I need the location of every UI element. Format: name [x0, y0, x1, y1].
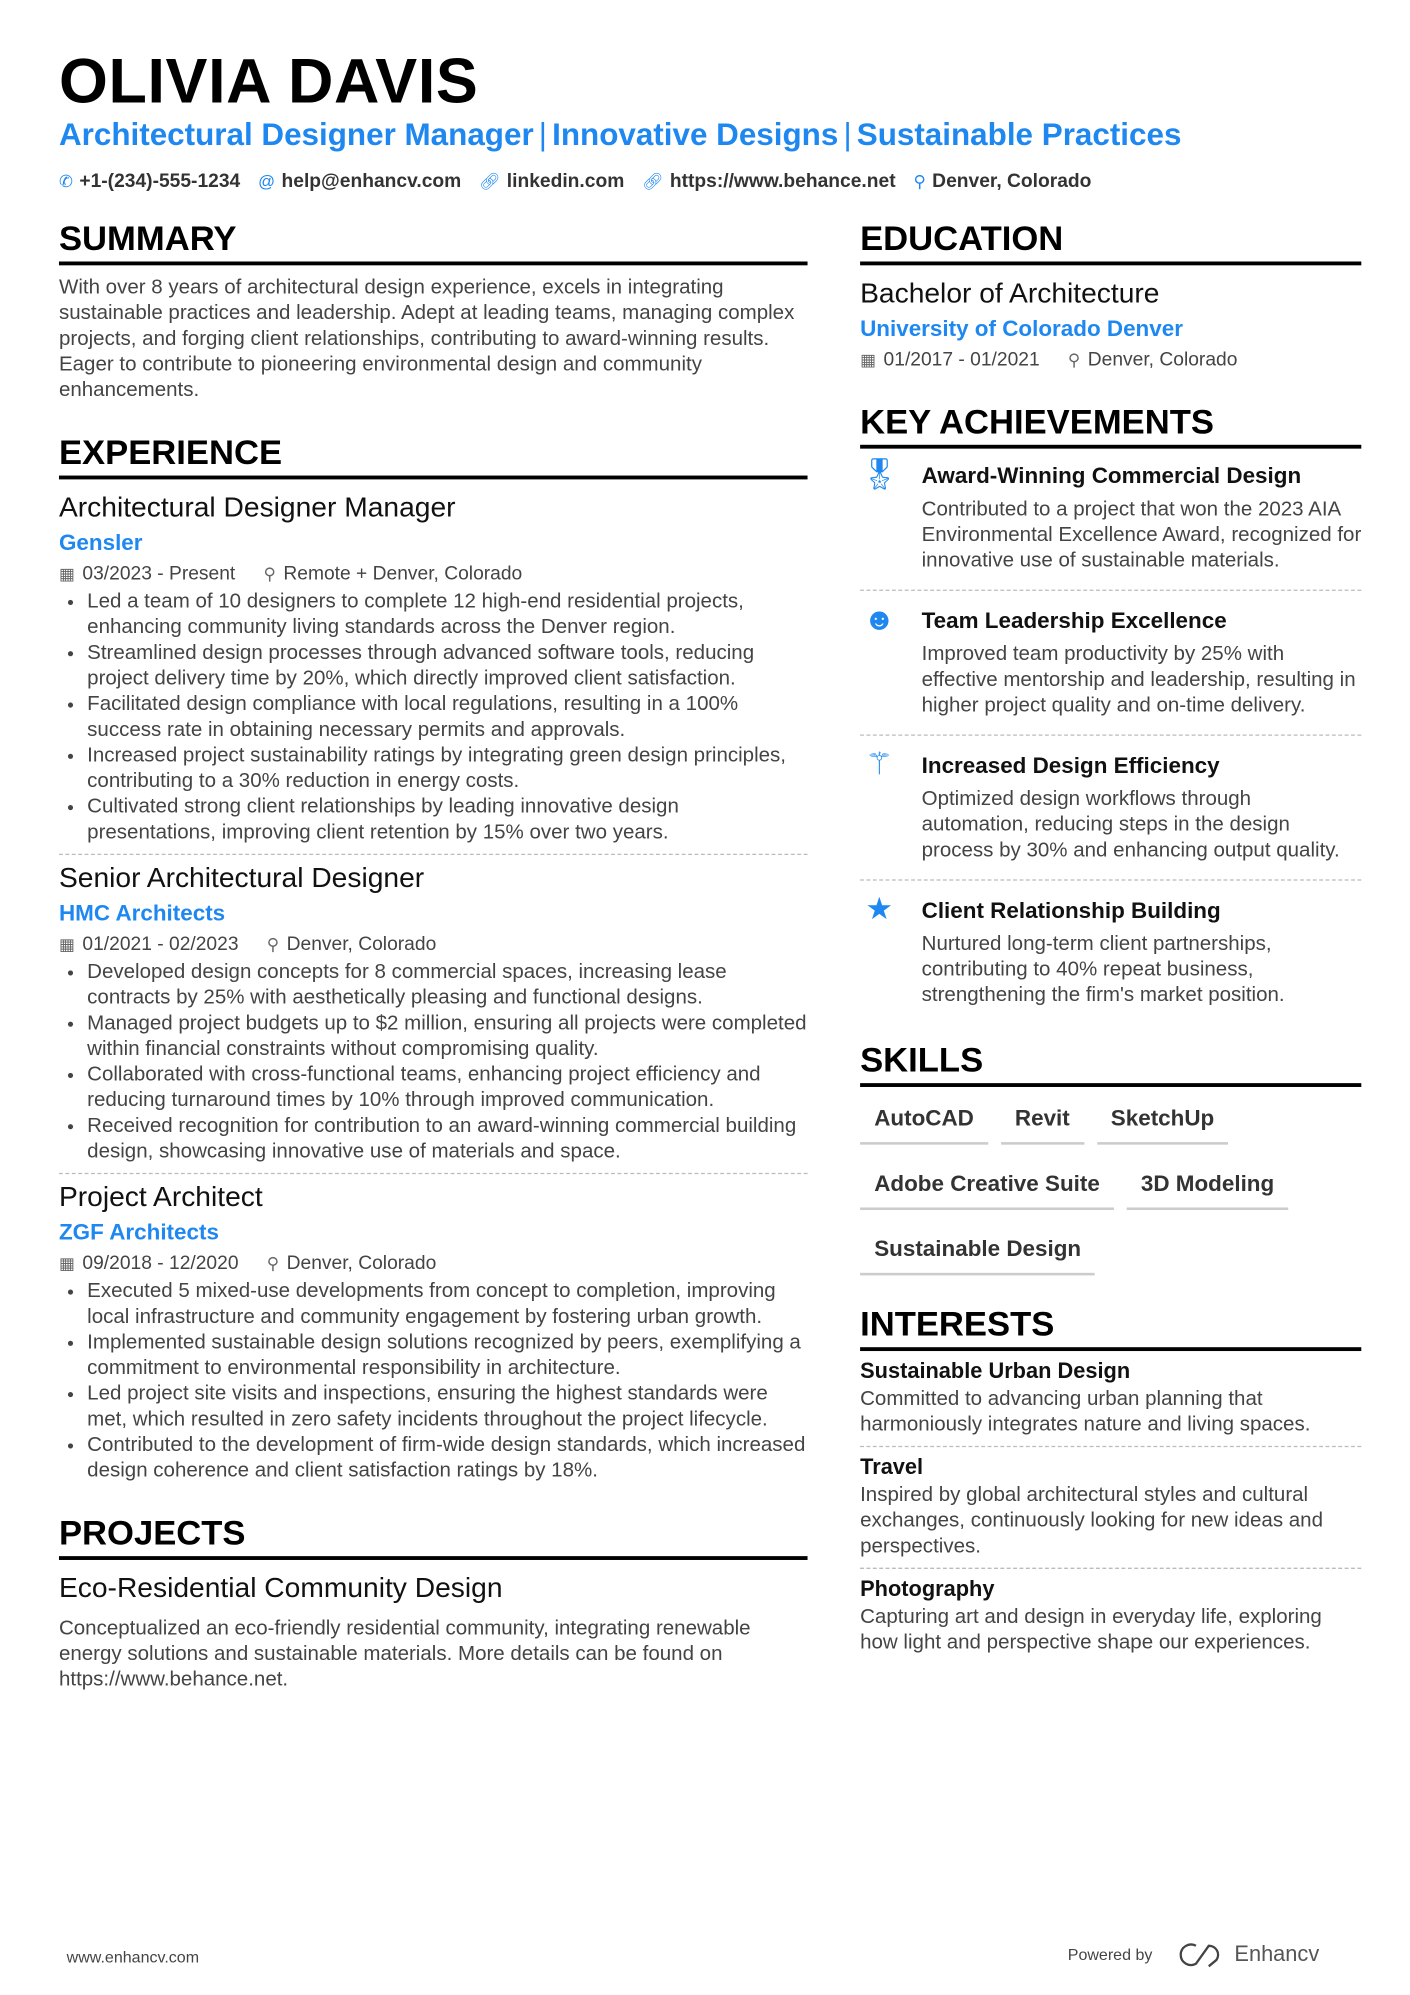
achievement-item	[860, 886, 1361, 1017]
skill-tag: SketchUp	[1097, 1097, 1229, 1144]
section-title: SUMMARY	[58, 219, 237, 258]
section-title: EXPERIENCE	[58, 433, 283, 472]
job-title: Senior Architectural Designer	[58, 861, 425, 894]
achievement-title: Increased Design Efficiency	[921, 752, 1220, 779]
interest-description: Committed to advancing urban planning that harmoniously integrates nature and living spaces.	[860, 1388, 1311, 1436]
achievement-description: Improved team productivity by 25% with effective mentorship and leadership, resulting in higher project quality and on-time delivery.	[921, 643, 1356, 717]
headline-separator: |	[843, 117, 852, 153]
bullet-item: • Contributed to the development of firm-wide design standards, which increased design coherence and client satisfaction ratings by 18%.	[87, 1433, 807, 1484]
dates-text: 01/2021 - 02/2023	[82, 933, 239, 955]
contact-text[interactable]: https://www.behance.net	[669, 170, 896, 193]
interest-item	[860, 1452, 1361, 1560]
footer-branding	[1068, 1942, 1319, 1968]
skill-tag: AutoCAD	[860, 1097, 988, 1144]
dates-text: 09/2018 - 12/2020	[82, 1252, 239, 1275]
experience-entry	[59, 490, 808, 846]
section-divider	[860, 1347, 1361, 1351]
section-divider	[59, 1556, 808, 1560]
summary-text: With over 8 years of architectural design experience, excels in integrating sustainable practices and leadership. Adept at leading teams, managing complex projects, and forging client relationships, contributing to award-winning results. Eager to contribute to pioneering environmental design and community enhancements.	[58, 276, 795, 402]
location-icon: ⚲	[263, 564, 276, 584]
star-icon: ★	[865, 892, 894, 927]
project-title: Eco-Residential Community Design	[58, 1571, 503, 1604]
bullet-item: • Facilitated design compliance with local regulations, resulting in a 100% success rate in obtaining necessary permits and approvals.	[87, 692, 807, 743]
contact-text[interactable]: Denver, Colorado	[932, 170, 1092, 193]
left-column	[59, 218, 808, 1693]
achievement-content	[922, 893, 1362, 1008]
bullet-item: • Implemented sustainable design solutions recognized by peers, exemplifying a commitment to environmental responsibility in architecture.	[87, 1331, 807, 1382]
contact-text[interactable]: linkedin.com	[506, 170, 625, 193]
location-icon: ⚲	[266, 934, 279, 954]
job-meta	[59, 1248, 808, 1279]
section-title: PROJECTS	[58, 1513, 246, 1553]
job-dates	[59, 559, 235, 590]
calendar-icon: ▦	[58, 564, 75, 584]
project-description: Conceptualized an eco-friendly residential community, integrating renewable energy solutions and sustainable materials. More details can be found on https://www.behance.net.	[58, 1617, 751, 1691]
contact-item[interactable]	[642, 170, 895, 192]
experience-entry	[59, 860, 808, 1165]
achievement-description: Optimized design workflows through automation, reducing steps in the design process by 30% and enhancing output quality.	[921, 788, 1340, 862]
footer-url[interactable]: www.enhancv.com	[66, 1948, 200, 1967]
bullet-item: • Streamlined design processes through advanced software tools, reducing project delivery time by 20%, which directly improved client satisfaction.	[87, 641, 807, 692]
contact-item[interactable]	[258, 170, 461, 192]
contact-text[interactable]: +1-(234)-555-1234	[79, 170, 241, 193]
link-icon: 🔗︎	[642, 171, 664, 191]
bullet-item: • Received recognition for contribution to an award-winning commercial building design, showcasing innovative use of materials and space.	[87, 1114, 807, 1165]
entry-divider	[860, 1446, 1361, 1447]
location-text: Remote + Denver, Colorado	[283, 562, 523, 585]
entry-divider	[59, 1173, 808, 1174]
magic-wand-icon: ⚚	[865, 747, 894, 782]
powered-by-label: Powered by	[1067, 1945, 1153, 1964]
entry-divider	[860, 879, 1361, 880]
interest-title: Sustainable Urban Design	[860, 1358, 1131, 1384]
degree: Bachelor of Architecture	[860, 276, 1160, 309]
contact-bar	[59, 170, 1091, 192]
skill-tag: Adobe Creative Suite	[860, 1163, 1114, 1210]
entry-divider	[860, 590, 1361, 591]
bullet-item: • Managed project budgets up to $2 million, ensuring all projects were completed within financial constraints without compromising quality.	[87, 1011, 807, 1062]
enhancv-logo	[1178, 1942, 1319, 1968]
bullet-item: • Collaborated with cross-functional teams, enhancing project efficiency and reducing turnaround times by 10% through improved communication.	[87, 1063, 807, 1114]
school: University of Colorado Denver	[860, 315, 1183, 341]
headline	[59, 118, 1181, 154]
achievement-item	[860, 451, 1361, 582]
bullet-item: • Led project site visits and inspections, ensuring the highest standards were met, which resulted in zero safety incidents throughout the project lifecycle.	[87, 1382, 807, 1433]
bullet-list	[59, 590, 808, 846]
achievement-content	[922, 459, 1362, 574]
headline-part: Architectural Designer Manager	[58, 117, 534, 153]
calendar-icon: ▦	[58, 934, 75, 954]
interest-title: Travel	[860, 1454, 924, 1480]
bullet-item: • Executed 5 mixed-use developments from concept to completion, improving local infrastructure and community engagement by fostering urban growth.	[87, 1279, 807, 1330]
calendar-icon: ▦	[58, 1253, 75, 1273]
interest-list	[860, 1356, 1361, 1656]
section-divider	[860, 1083, 1361, 1087]
calendar-icon: ▦	[860, 349, 876, 370]
section-title: KEY ACHIEVEMENTS	[860, 402, 1214, 441]
experience-section	[59, 432, 808, 1484]
brand-name: Enhancv	[1234, 1941, 1320, 1967]
phone-icon: ✆	[58, 171, 73, 191]
enhancv-logo-icon	[1178, 1942, 1224, 1968]
job-title: Project Architect	[58, 1180, 263, 1213]
section-divider	[860, 261, 1361, 265]
bullet-item: • Increased project sustainability ratings by integrating green design principles, contributing to a 30% reduction in energy costs.	[87, 743, 807, 794]
job-location	[263, 559, 522, 590]
interest-description: Capturing art and design in everyday life, exploring how light and perspective shape our experiences.	[860, 1606, 1322, 1654]
job-meta	[59, 559, 808, 590]
achievement-description: Contributed to a project that won the 2023 AIA Environmental Excellence Award, recognized for innovative use of sustainable materials.	[921, 498, 1362, 572]
education-section	[860, 218, 1361, 376]
job-dates	[59, 929, 239, 960]
skill-list	[860, 1097, 1361, 1275]
achievement-item	[860, 741, 1361, 872]
achievement-title: Client Relationship Building	[921, 897, 1221, 923]
interest-item	[860, 1574, 1361, 1656]
location-text: Denver, Colorado	[286, 933, 437, 955]
summary-section	[59, 218, 808, 404]
interest-description: Inspired by global architectural styles and cultural exchanges, continuously looking for new ideas and perspectives.	[860, 1484, 1323, 1558]
achievement-title: Award-Winning Commercial Design	[921, 462, 1302, 489]
achievement-title: Team Leadership Excellence	[921, 607, 1227, 634]
company-name[interactable]: ZGF Architects	[58, 1219, 219, 1245]
location-text: Denver, Colorado	[286, 1252, 437, 1275]
entry-divider	[860, 734, 1361, 735]
bullet-item: • Led a team of 10 designers to complete 12 high-end residential projects, enhancing community living standards across the Denver region.	[87, 590, 807, 641]
projects-section	[59, 1513, 808, 1694]
contact-item[interactable]	[914, 170, 1092, 192]
experience-list	[59, 490, 808, 1485]
dates-text: 03/2023 - Present	[82, 562, 236, 585]
section-title: EDUCATION	[860, 219, 1064, 258]
entry-divider	[860, 1568, 1361, 1569]
achievement-list	[860, 451, 1361, 1016]
job-location	[267, 929, 437, 960]
head-icon: ☻	[863, 602, 896, 638]
section-title: INTERESTS	[860, 1304, 1055, 1344]
achievements-section	[860, 401, 1361, 1016]
achievement-content	[922, 604, 1362, 719]
job-title: Architectural Designer Manager	[58, 490, 456, 523]
job-meta	[59, 929, 808, 960]
skill-tag: Revit	[1001, 1097, 1084, 1144]
section-divider	[59, 476, 808, 480]
headline-part: Innovative Designs	[552, 117, 839, 153]
headline-separator: |	[538, 117, 547, 153]
skill-tag: 3D Modeling	[1127, 1163, 1289, 1210]
bullet-item: • Cultivated strong client relationships by leading innovative design presentations, improving client retention by 15% over two years.	[87, 795, 807, 846]
right-column	[860, 218, 1361, 1656]
job-dates	[59, 1248, 239, 1279]
bullet-list	[59, 960, 808, 1165]
interests-section	[860, 1304, 1361, 1657]
section-divider	[860, 445, 1361, 449]
achievement-content	[922, 749, 1362, 864]
achievement-item	[860, 596, 1361, 727]
interest-item	[860, 1356, 1361, 1438]
skills-section	[860, 1040, 1361, 1276]
headline-part: Sustainable Practices	[856, 117, 1182, 153]
company-name[interactable]: HMC Architects	[58, 899, 226, 926]
section-divider	[59, 261, 808, 265]
location-icon: ⚲	[1067, 349, 1081, 370]
award-icon: 🎖︎	[860, 457, 900, 493]
location-icon: ⚲	[913, 171, 926, 191]
link-icon: 🔗︎	[479, 171, 501, 191]
contact-text[interactable]: help@enhancv.com	[281, 170, 462, 193]
bullet-item: • Developed design concepts for 8 commercial spaces, increasing lease contracts by 25% with aesthetically pleasing and functional designs.	[87, 960, 807, 1011]
education-location: Denver, Colorado	[1087, 348, 1238, 371]
contact-item[interactable]	[479, 170, 624, 192]
education-meta	[860, 345, 1361, 376]
education-dates: 01/2017 - 01/2021	[883, 348, 1040, 371]
skill-tag: Sustainable Design	[860, 1228, 1095, 1275]
company-name[interactable]: Gensler	[58, 529, 143, 556]
section-title: SKILLS	[860, 1040, 984, 1080]
job-location	[267, 1248, 437, 1279]
bullet-list	[59, 1279, 808, 1484]
at-icon: @	[258, 171, 276, 191]
experience-entry	[59, 1179, 808, 1484]
candidate-name: OLIVIA DAVIS	[58, 47, 479, 117]
location-icon: ⚲	[266, 1253, 279, 1273]
interest-title: Photography	[860, 1576, 995, 1601]
contact-item[interactable]	[59, 170, 240, 192]
entry-divider	[59, 854, 808, 855]
achievement-description: Nurtured long-term client partnerships, contributing to 40% repeat business, strengthening the firm's market position.	[921, 933, 1285, 1007]
